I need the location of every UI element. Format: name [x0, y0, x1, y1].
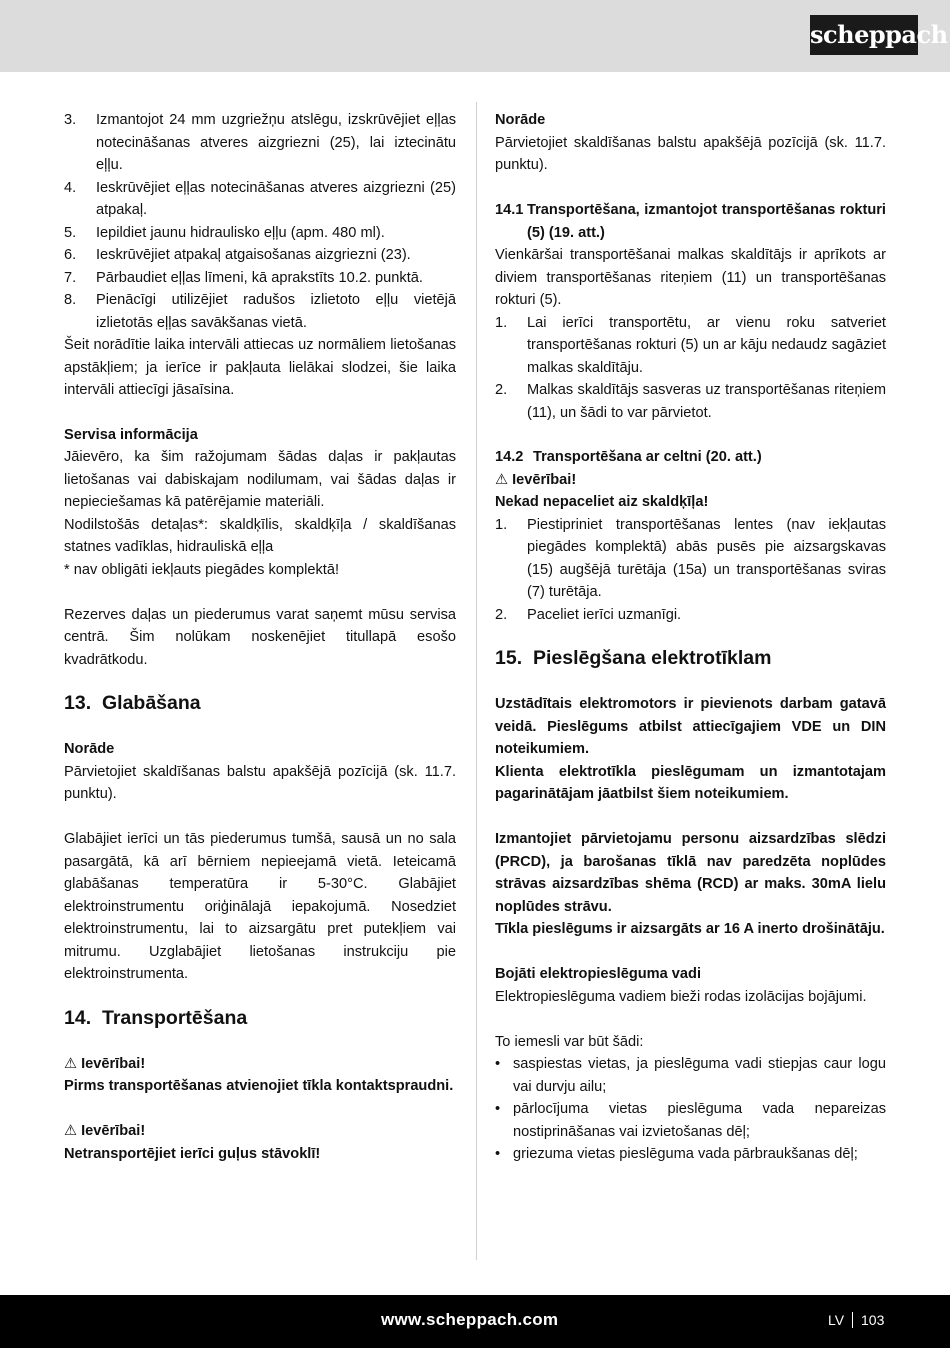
faulty-cables-heading: Bojāti elektropieslēguma vadi: [495, 966, 702, 982]
page-header: [0, 0, 950, 72]
interval-note: Šeit norādītie laika intervāli attiecas uz normāliem lietošanas apstākļiem; ja ierīce ir pakļauta lielākai slodzei, šie laika intervāli attiecīgi jāsaīsina.: [64, 337, 456, 398]
list-item: 1. Lai ierīci transportētu, ar vienu roku satveriet transportēšanas rokturi (5) un ar kāju nedaudz sagāziet malkas skaldītāju.: [495, 314, 886, 376]
section-13-heading: 13. Glabāšana: [64, 692, 201, 714]
faulty-cables-text: Elektropieslēguma vadiem bieži rodas izolācijas bojājumi.: [495, 988, 867, 1005]
list-item: 2. Malkas skaldītājs sasveras uz transportēšanas riteņiem (11), un šādi to var pārvietot.: [495, 382, 886, 421]
causes-intro: To iemesli var būt šādi:: [495, 1033, 644, 1050]
prcd-paragraph: Izmantojiet pārvietojamu personu aizsardzības slēdzi (PRCD), ja barošanas tīklā nav paredzēta noplūdes strāvas aizsardzības shēma (RCD) ar maks. 30mA lielu noplūdes strāvu.: [495, 831, 886, 915]
note-text: Pārvietojiet skaldīšanas balstu apakšējā pozīcijā (sk. 11.7. punktu).: [495, 134, 886, 173]
list-item: 7. Pārbaudiet eļļas līmeni, kā aprakstīts 10.2. punktā.: [64, 269, 423, 286]
list-item: 8. Pienācīgi utilizējiet radušos izlietoto eļļu vietējā izlietotās eļļas savākšanas vietā.: [64, 292, 456, 331]
section-14-1-intro: Vienkāršai transportēšanai malkas skaldītājs ir aprīkots ar diviem transportēšanas riteņiem (11) un transportēšanas rokturi (5).: [495, 247, 886, 308]
service-heading: Servisa informācija: [64, 426, 198, 443]
footnote: * nav obligāti iekļauts piegādes komplektā!: [64, 561, 340, 578]
list-item: 5. Iepildiet jaunu hidraulisko eļļu (apm. 480 ml).: [64, 224, 385, 241]
list-item: • saspiestas vietas, ja pieslēguma vadi stiepjas caur logu vai durvju ailu;: [495, 1056, 886, 1095]
section-14-2-heading: 14.2 Transportēšana ar celtni (20. att.): [495, 449, 762, 465]
storage-paragraph: Glabājiet ierīci un tās piederumus tumšā, sausā un no sala pasargātā, kā arī bērniem nepieejamā vietā. Ieteicamā glabāšanas temperatūra ir 5-30°C. Glabājiet elektroinstrumentu oriģinālajā iepakojumā. Nosedziet elektroinstrumentu, lai to aizsargātu pret putekļiem vai mitrumu. Uzglabājiet lietošanas instrukciju pie elektroinstrumenta.: [64, 831, 456, 982]
warning-label: ⚠ Ievērībai!: [64, 1053, 456, 1076]
warning-icon: ⚠: [64, 1055, 78, 1072]
language-code: LV: [828, 1312, 845, 1328]
handle-transport-steps: [495, 312, 886, 425]
warning-text: Nekad nepaceliet aiz skaldķīļa!: [495, 494, 709, 510]
warning-text: Netransportējiet ierīci guļus stāvoklī!: [64, 1145, 321, 1162]
list-item: • pārlocījuma vietas pieslēguma vada nepareizas nostiprināšanas vai izvietošanas dēļ;: [495, 1101, 886, 1140]
oil-change-steps: [64, 109, 456, 334]
warning-text: Pirms transportēšanas atvienojiet tīkla kontaktspraudni.: [64, 1078, 454, 1094]
footer-separator: [852, 1312, 853, 1328]
note-heading: Norāde: [64, 741, 115, 757]
wear-parts-paragraph: Nodilstošās detaļas*: skaldķīlis, skaldķīļa / skaldīšanas statnes vadīklas, hidrauliskā eļļa: [64, 516, 456, 555]
section-14-1-heading: 14.1 Transportēšana, izmantojot transportēšanas rokturi (5) (19. att.): [495, 202, 886, 241]
connection-paragraph: Uzstādītais elektromotors ir pievienots darbam gatavā veidā. Pieslēgums atbilst attiecīgajiem VDE un DIN noteikumiem.: [495, 696, 886, 757]
right-column: [495, 109, 886, 1166]
page-number: 103: [861, 1312, 885, 1328]
note-text: Pārvietojiet skaldīšanas balstu apakšējā pozīcijā (sk. 11.7. punktu).: [64, 763, 456, 802]
website-link[interactable]: www.scheppach.com: [381, 1310, 559, 1329]
list-item: 1. Piestipriniet transportēšanas lentes (nav iekļautas piegādes komplektā) abās pusēs pie aizsargskavas (15) augšējā turētāja (15a) un transportēšanas sviras (7) turētāja.: [495, 516, 886, 600]
brand-logo: scheppach: [810, 15, 918, 55]
connection-paragraph: Klienta elektrotīkla pieslēgumam un izmantotajam pagarinātājam jāatbilst šiem noteikumiem.: [495, 763, 886, 802]
warning-label: ⚠ Ievērībai!: [495, 469, 886, 492]
warning-icon: ⚠: [64, 1123, 78, 1139]
page-footer: [0, 1295, 950, 1348]
section-15-heading: 15. Pieslēgšana elektrotīklam: [495, 647, 772, 669]
crane-transport-steps: [495, 514, 886, 627]
list-item: • griezuma vietas pieslēguma vada pārbraukšanas dēļ;: [495, 1146, 858, 1162]
left-column: [64, 109, 456, 1165]
list-item: 6. Ieskrūvējiet atpakaļ atgaisošanas aizgriezni (23).: [64, 247, 411, 263]
warning-label: ⚠ Ievērībai!: [64, 1120, 456, 1143]
list-item: 2. Paceliet ierīci uzmanīgi.: [495, 606, 682, 623]
section-14-heading: 14. Transportēšana: [64, 1006, 248, 1029]
column-divider: [476, 102, 477, 1260]
service-paragraph: Jāievēro, ka šim ražojumam šādas daļas ir pakļautas lietošanas vai dabiskajam nodilumam, vai šādas daļas ir nepieciešamas kā patērējamie materiāli.: [64, 449, 456, 510]
note-heading: Norāde: [495, 112, 546, 128]
fuse-paragraph: Tīkla pieslēgums ir aizsargāts ar 16 A inerto drošinātāju.: [495, 921, 885, 937]
list-item: 4. Ieskrūvējiet eļļas notecināšanas atveres aizgriezni (25) atpakaļ.: [64, 179, 456, 218]
causes-list: [495, 1053, 886, 1166]
list-item: 3. Izmantojot 24 mm uzgriežņu atslēgu, izskrūvējiet eļļas notecināšanas atveres aizgriezni (25), lai iztecinātu eļļu.: [64, 112, 456, 173]
spare-parts-paragraph: Rezerves daļas un piederumus varat saņemt mūsu servisa centrā. Šim nolūkam noskenējiet titullapā esošo kvadrātkodu.: [64, 606, 456, 668]
warning-icon: ⚠: [495, 471, 509, 488]
